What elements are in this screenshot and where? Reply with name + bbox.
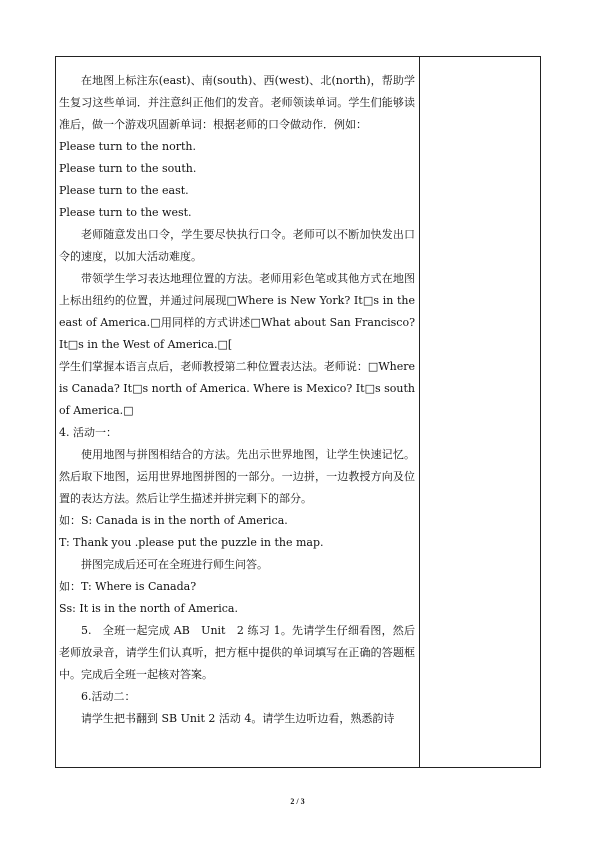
paragraph-second-method: 学生们掌握本语言点后，老师教授第二种位置表达法。老师说：□Where is Canada? It□s north of America. Where is Mexico? It□s south of America.□ — [59, 360, 415, 417]
activity-one-heading: 4. 活动一： — [59, 426, 117, 439]
example-command-north: Please turn to the north. — [59, 140, 197, 153]
paragraph-location-method: 带领学生学习表达地理位置的方法。老师用彩色笔或其他方式在地图上标出纽约的位置，并通过问展现□Where is New York? It□s in the east of America.□用同样的方式讲述□What about San Francisco? It□s in the West of America.□[ — [59, 272, 415, 351]
page-number: 2 / 3 — [290, 797, 305, 806]
paragraph-activity-two: 请学生把书翻到 SB Unit 2 活动 4。请学生边听边看，熟悉韵诗 — [81, 712, 395, 725]
paragraph-speed-up: 老师随意发出口令，学生要尽快执行口令。老师可以不断加快发出口令的速度，以加大活动难度。 — [59, 228, 415, 263]
lesson-content — [59, 70, 415, 730]
paragraph-directions-intro: 在地图上标注东(east)、南(south)、西(west)、北(north)，帮助学生复习这些单词．并注意纠正他们的发音。老师领读单词。学生们能够读准后，做一个游戏巩固新单词：根据老师的口令做动作．例如： — [59, 74, 415, 131]
example-command-west: Please turn to the west. — [59, 206, 192, 219]
example-command-south: Please turn to the south. — [59, 162, 197, 175]
paragraph-puzzle-method: 使用地图与拼图相结合的方法。先出示世界地图，让学生快速记忆。然后取下地图，运用世界地图拼图的一部分。一边拼，一边教授方向及位置的表达方法。然后让学生描述并拼完剩下的部分。 — [59, 448, 415, 505]
example-teacher-line: T: Thank you .please put the puzzle in the map. — [59, 536, 324, 549]
step-five-paragraph: 5. 全班一起完成 AB Unit 2 练习 1。先请学生仔细看图，然后老师放录音，请学生们认真听，把方框中提供的单词填写在正确的答题框中。完成后全班一起核对答案。 — [59, 624, 415, 681]
paragraph-class-qa: 拼图完成后还可在全班进行师生问答。 — [81, 558, 268, 571]
example-command-east: Please turn to the east. — [59, 184, 189, 197]
example-student-line: 如：S: Canada is in the north of America. — [59, 514, 288, 527]
example-teacher-question: 如：T: Where is Canada? — [59, 580, 197, 593]
activity-two-heading: 6.活动二： — [81, 690, 136, 703]
example-students-answer: Ss: It is in the north of America. — [59, 602, 238, 615]
notes-cell — [420, 57, 540, 767]
